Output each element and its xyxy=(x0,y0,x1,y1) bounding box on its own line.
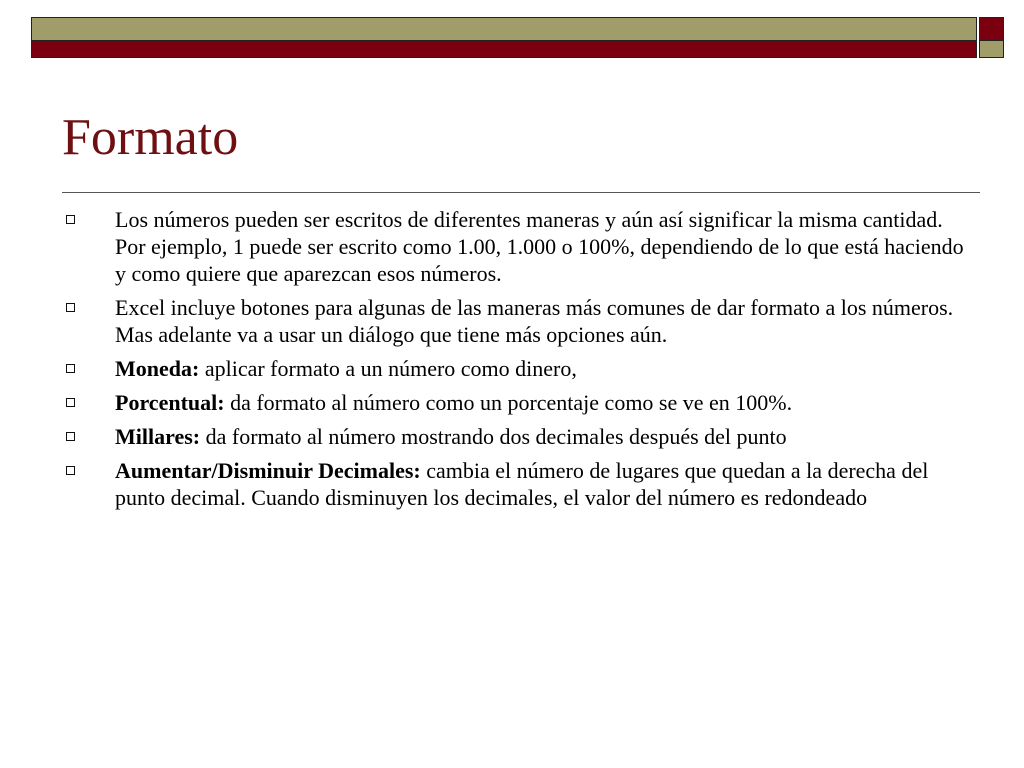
title-divider xyxy=(62,192,980,193)
bullet-text: da formato al número mostrando dos decimales después del punto xyxy=(200,424,787,449)
bullet-label: Porcentual: xyxy=(115,390,225,415)
list-item xyxy=(62,206,968,287)
hollow-square-bullet-icon xyxy=(66,303,75,312)
bullet-text: Excel incluye botones para algunas de las maneras más comunes de dar formato a los números. Mas adelante va a usar un diálogo que tiene más opciones aún. xyxy=(115,295,954,347)
hollow-square-bullet-icon xyxy=(66,364,75,373)
list-item xyxy=(62,294,968,348)
bullet-list xyxy=(62,206,968,518)
hollow-square-bullet-icon xyxy=(66,432,75,441)
bullet-label: Moneda: xyxy=(115,356,200,381)
bullet-text: aplicar formato a un número como dinero, xyxy=(199,356,577,381)
header-square-maroon xyxy=(979,17,1004,41)
hollow-square-bullet-icon xyxy=(66,215,75,224)
list-item xyxy=(62,355,968,382)
hollow-square-bullet-icon xyxy=(66,398,75,407)
list-item xyxy=(62,389,968,416)
slide-title: Formato xyxy=(62,109,239,166)
list-item xyxy=(62,423,968,450)
header-band-maroon xyxy=(31,41,977,58)
header-band-olive xyxy=(31,17,977,41)
header-square-olive xyxy=(979,41,1004,58)
bullet-text: Los números pueden ser escritos de diferentes maneras y aún así significar la misma cantidad. Por ejemplo, 1 puede ser escrito como 1.00, 1.000 o 100%, dependiendo de lo que está haciendo y como quiere que aparezcan esos números. xyxy=(115,207,964,286)
bullet-label: Millares: xyxy=(115,424,201,449)
list-item xyxy=(62,457,968,511)
hollow-square-bullet-icon xyxy=(66,466,75,475)
bullet-text: da formato al número como un porcentaje como se ve en 100%. xyxy=(224,390,793,415)
bullet-label: Aumentar/Disminuir Decimales: xyxy=(115,458,421,483)
bullet-text: cambia el número de lugares que quedan a la derecha del punto decimal. Cuando disminuyen los decimales, el valor del número es redondeado xyxy=(115,458,929,510)
